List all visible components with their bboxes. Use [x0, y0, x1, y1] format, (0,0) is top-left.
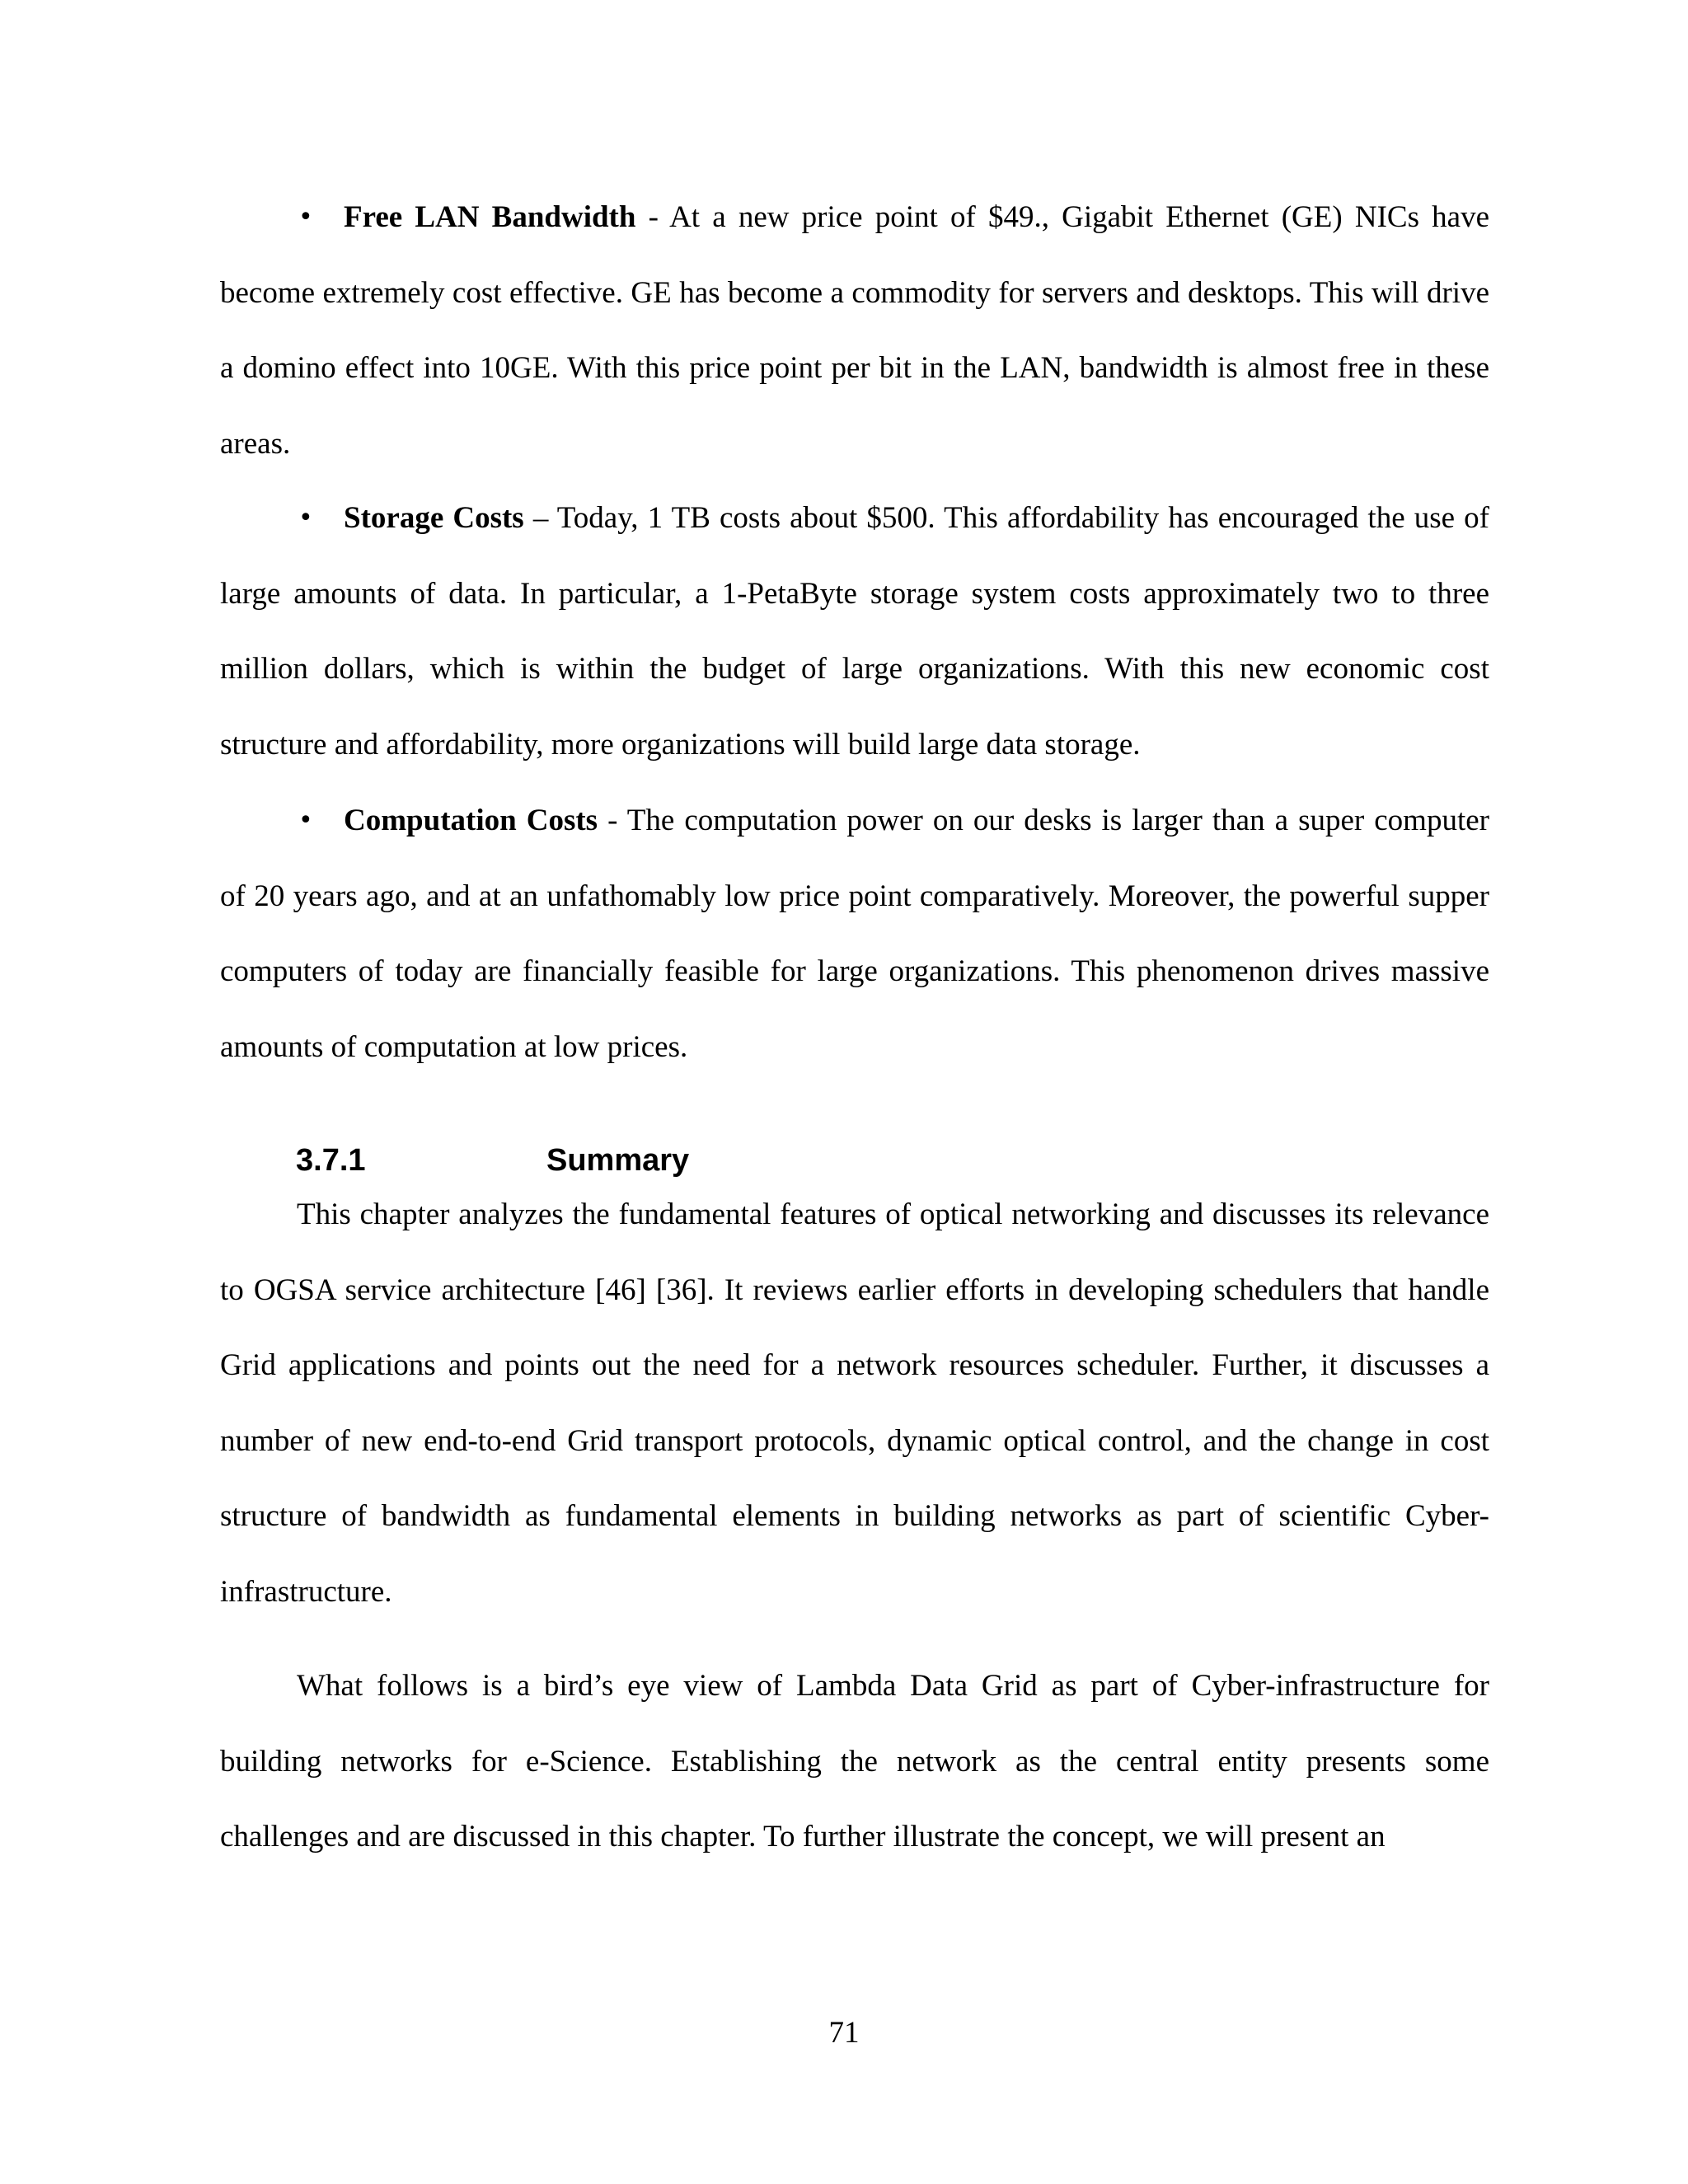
summary-paragraph-2: [220, 1648, 1489, 1875]
bullet-text: – Today, 1 TB costs about $500. This affordability has encouraged the use of large amounts of data. In particular, a 1-PetaByte storage system costs approximately two to three million dollars, which is within the budget of large organizations. With this new economic cost structure and affordability, more organizations will build large data storage.: [220, 501, 1489, 762]
paragraph-text: This chapter analyzes the fundamental features of optical networking and discusses its relevance to OGSA service architecture [46] [36]. It reviews earlier efforts in developing schedulers that handle Grid applications and points out the need for a network resources scheduler. Further, it discusses a number of new end-to-end Grid transport protocols, dynamic optical control, and the change in cost structure of bandwidth as fundamental elements in building networks as part of scientific Cyber-infrastructure.: [220, 1197, 1489, 1609]
bullet-term: Free LAN Bandwidth: [344, 200, 636, 234]
bullet-free-lan-bandwidth: [220, 180, 1489, 481]
bullet-storage-costs: [220, 480, 1489, 782]
bullet-icon: •: [298, 504, 313, 532]
bullet-term: Computation Costs: [344, 804, 598, 837]
page-number: 71: [828, 2016, 860, 2050]
bullet-text: - At a new price point of $49., Gigabit Ethernet (GE) NICs have become extremely cost effective. GE has become a commodity for servers and desktops. This will drive a domino effect into 10GE. With this price point per bit in the LAN, bandwidth is almost free in these areas.: [220, 200, 1489, 461]
bullet-icon: •: [298, 806, 313, 835]
section-title: Summary: [546, 1143, 690, 1178]
bullet-term: Storage Costs: [344, 501, 524, 535]
section-number: 3.7.1: [296, 1143, 366, 1178]
bullet-icon: •: [298, 203, 313, 232]
bullet-text: - The computation power on our desks is larger than a super computer of 20 years ago, and at an unfathomably low price point comparatively. Moreover, the powerful supper computers of today are financially feasible for large organizations. This phenomenon drives massive amounts of computation at low prices.: [220, 804, 1489, 1064]
paragraph-text: What follows is a bird’s eye view of Lambda Data Grid as part of Cyber-infrastructure for building networks for e-Science. Establishing the network as the central entity presents some challenges and are discussed in this chapter. To further illustrate the concept, we will present an: [220, 1669, 1489, 1854]
summary-paragraph-1: [220, 1177, 1489, 1629]
bullet-computation-costs: [220, 783, 1489, 1085]
